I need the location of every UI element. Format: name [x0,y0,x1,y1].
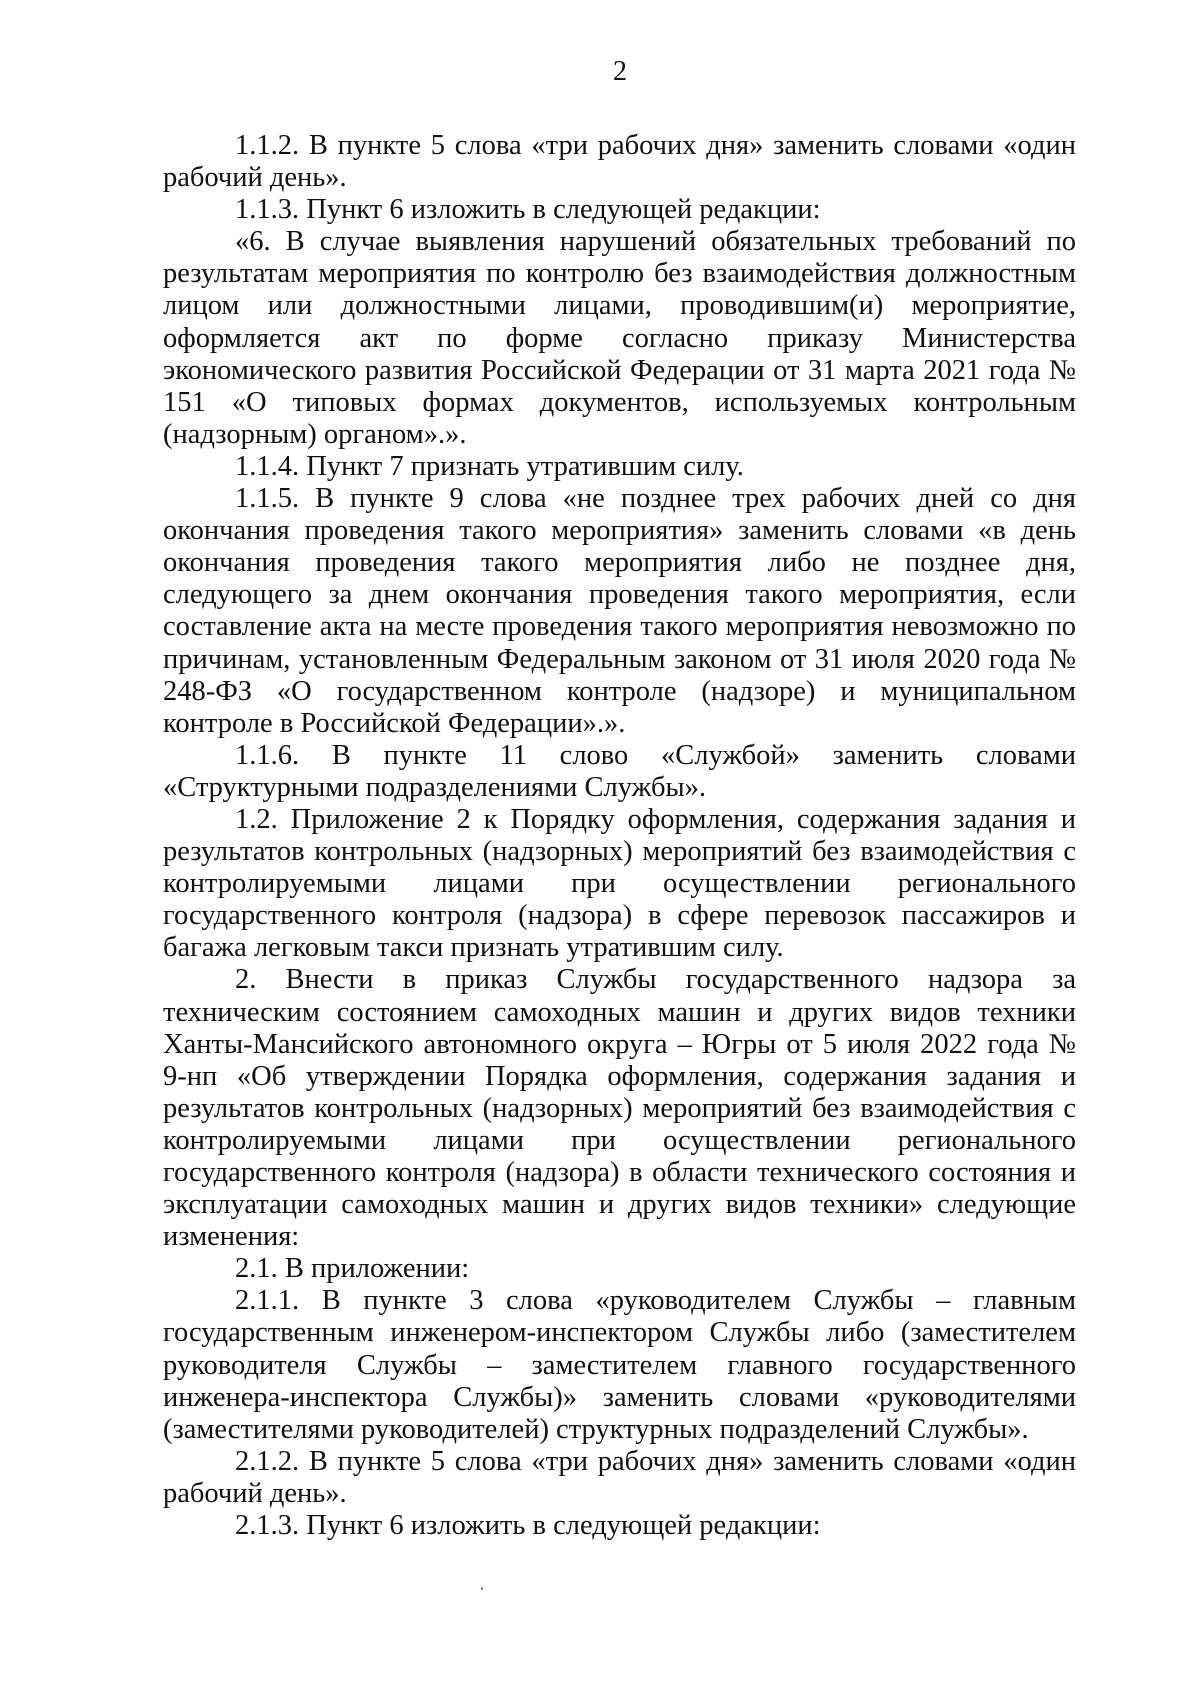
paragraph-2-1: 2.1. В приложении: [235,1253,470,1285]
paragraph-2-1-3: 2.1.3. Пункт 6 изложить в следующей редакции: [235,1510,821,1542]
paragraph-1-1-3: 1.1.3. Пункт 6 изложить в следующей редакции: [235,194,821,226]
paragraph-2: 2. Внести в приказ Службы государственного надзора за техническим состоянием самоходных машин и других видов техники Ханты-Мансийского автономного округа – Югры от 5 июля 2022 года № 9-нп «Об утверждении Порядка оформления, содержания задания и результатов контрольных (надзорных) мероприятий без взаимодействия с контролируемыми лицами при осуществлении регионального государственного контроля (надзора) в области технического состояния и эксплуатации самоходных машин и других видов техники» следующие изменения: [163,964,1076,1253]
document-body [163,130,1076,1542]
page-number: 2 [613,56,627,87]
paragraph-1-1-4: 1.1.4. Пункт 7 признать утратившим силу. [235,450,744,482]
paragraph-quoted-item-6: «6. В случае выявления нарушений обязательных требований по результатам мероприятия по контролю без взаимодействия должностным лицом или должностными лицами, проводившим(и) мероприятие, оформляется акт по форме согласно приказу Министерства экономического развития Российской Федерации от 31 марта 2021 года № 151 «О типовых формах документов, используемых контрольным (надзорным) органом».». [163,226,1076,450]
paragraph-2-1-1: 2.1.1. В пункте 3 слова «руководителем Службы – главным государственным инженером-инспектором Службы либо (заместителем руководителя Службы – заместителем главного государственного инженера-инспектора Службы)» заменить словами «руководителями (заместителями руководителей) структурных подразделений Службы». [163,1285,1076,1445]
paragraph-1-2: 1.2. Приложение 2 к Порядку оформления, содержания задания и результатов контрольных (надзорных) мероприятий без взаимодействия с контролируемыми лицами при осуществлении регионального государственного контроля (надзора) в сфере перевозок пассажиров и багажа легковым такси признать утратившим силу. [163,803,1076,964]
scan-speck [481,1587,483,1590]
paragraph-1-1-2: 1.1.2. В пункте 5 слова «три рабочих дня» заменить словами «один рабочий день». [163,130,1076,194]
paragraph-1-1-6: 1.1.6. В пункте 11 слово «Службой» заменить словами «Структурными подразделениями Службы». [163,739,1076,803]
paragraph-1-1-5: 1.1.5. В пункте 9 слова «не позднее трех рабочих дней со дня окончания проведения такого мероприятия» заменить словами «в день окончания проведения такого мероприятия либо не позднее дня, следующего за днем окончания проведения такого мероприятия, если составление акта на месте проведения такого мероприятия невозможно по причинам, установленным Федеральным законом от 31 июля 2020 года № 248-ФЗ «О государственном контроле (надзоре) и муниципальном контроле в Российской Федерации».». [163,483,1076,739]
paragraph-2-1-2: 2.1.2. В пункте 5 слова «три рабочих дня» заменить словами «один рабочий день». [163,1445,1076,1509]
